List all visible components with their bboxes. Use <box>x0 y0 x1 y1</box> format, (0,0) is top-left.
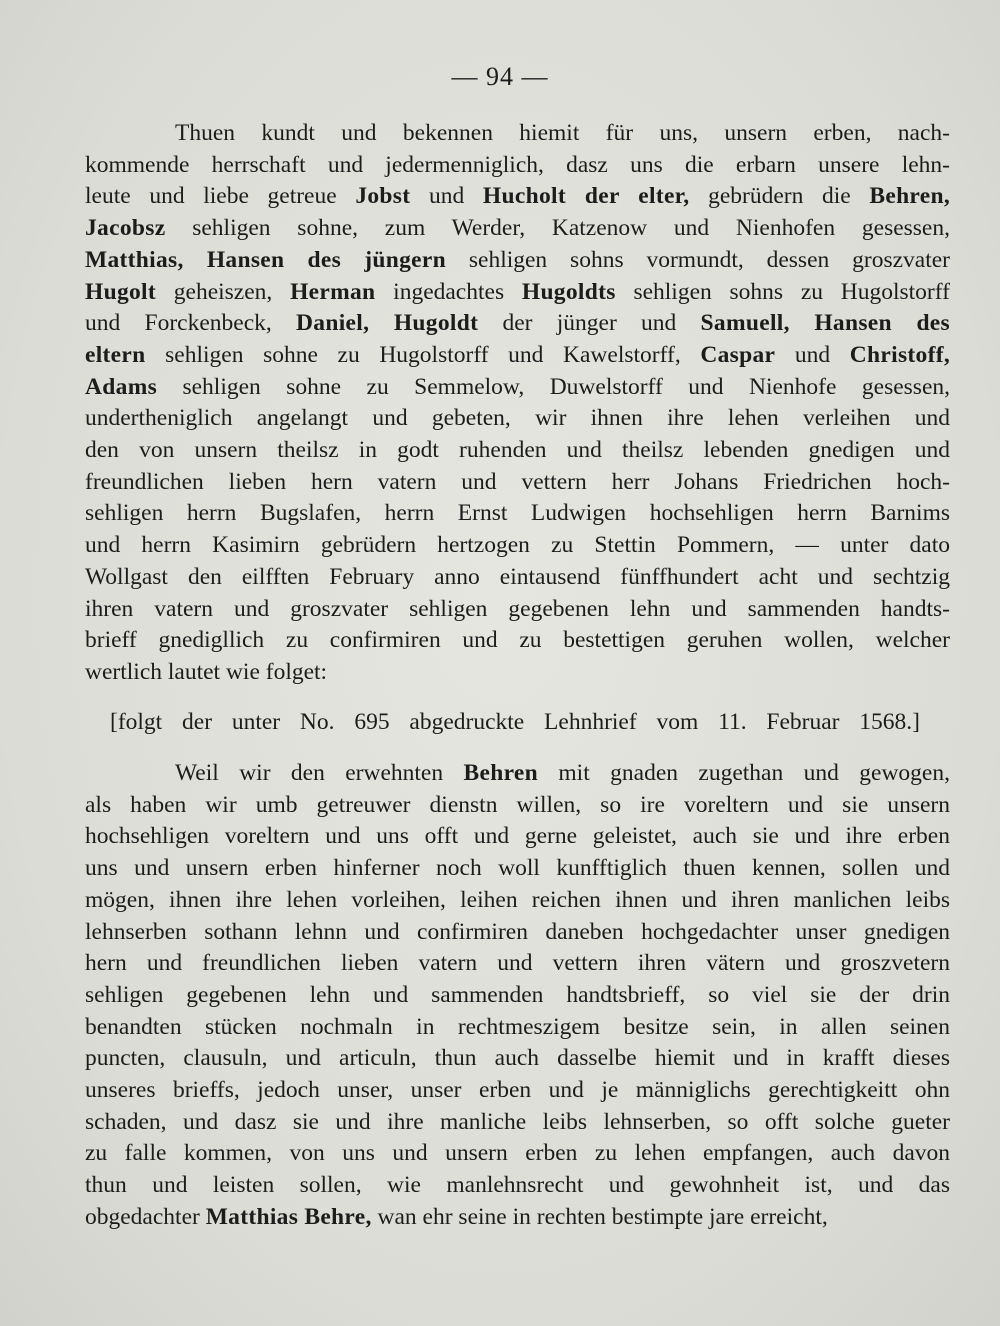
text-line: puncten, clausuln, und articuln, thun auch dasselbe hiemit und in krafft dieses <box>85 1045 950 1072</box>
text-line: mögen, ihnen ihre lehen vorleihen, leihen reichen ihnen und ihren manlichen leibs <box>85 886 950 913</box>
text-line: lehnserben sothann lehnn und confirmiren daneben hochgedachter unser gnedigen <box>85 918 950 945</box>
text-line: thun und leisten sollen, wie manlehnsrecht und gewohnheit ist, und das <box>85 1172 950 1199</box>
paragraph-2 <box>85 758 950 1234</box>
text-line: benandten stücken nochmaln in rechtmeszigem besitze sein, in allen seinen <box>85 1013 950 1040</box>
text-line: Weil wir den erwehnten Behren mit gnaden zugethan und gewogen, <box>175 760 950 786</box>
text-line: Jacobsz sehligen sohne, zum Werder, Katzenow und Nienhofen gesessen, <box>85 215 950 242</box>
text-line: zu falle kommen, von uns und unsern erben zu lehen empfangen, auch davon <box>85 1140 950 1167</box>
text-line: Wollgast den eilfften February anno eintausend fünffhundert acht und sechtzig <box>85 563 950 590</box>
text-line: hochsehligen voreltern und uns offt und gerne geleistet, auch sie und ihre erben <box>85 823 950 850</box>
text-line: sehligen herrn Bugslafen, herrn Ernst Ludwigen hochsehligen herrn Barnims <box>85 500 950 527</box>
text-line: sehligen gegebenen lehn und sammenden handtsbrieff, so viel sie der drin <box>85 981 950 1008</box>
text-line: Thuen kundt und bekennen hiemit für uns, unsern erben, nach- <box>175 120 950 146</box>
text-line: Matthias, Hansen des jüngern sehligen sohns vormundt, dessen groszvater <box>85 246 950 273</box>
text-line: unseres brieffs, jedoch unser, unser erben und je männiglichs gerechtigkeitt ohn <box>85 1077 950 1104</box>
text-line: ihren vatern und groszvater sehligen gegebenen lehn und sammenden handts- <box>85 595 950 622</box>
text-line: als haben wir umb getreuwer dienstn willen, so ire voreltern und sie unsern <box>85 791 950 818</box>
text-line: hern und freundlichen lieben vatern und vettern ihren vätern und groszvetern <box>85 950 950 977</box>
text-line: schaden, und dasz sie und ihre manliche leibs lehnserben, so offt solche gueter <box>85 1108 950 1135</box>
text-line: Hugolt geheiszen, Herman ingedachtes Hugoldts sehligen sohns zu Hugolstorff <box>85 278 950 305</box>
page-number: — 94 — <box>451 62 549 91</box>
text-line: kommende herrschaft und jedermenniglich, dasz uns die erbarn unsere lehn- <box>85 151 950 178</box>
text-line: leute und liebe getreue Jobst und Hucholt der elter, gebrüdern die Behren, <box>85 183 951 210</box>
text-line: obgedachter Matthias Behre, wan ehr seine in rechten bestimpte jare erreicht, <box>85 1203 828 1230</box>
text-line: undertheniglich angelangt und gebeten, wir ihnen ihre lehen verleihen und <box>85 405 950 432</box>
text-line: und Forckenbeck, Daniel, Hugoldt der jünger und Samuell, Hansen des <box>85 310 950 337</box>
bracket-note: [folgt der unter No. 695 abgedruckte Lehnhrief vom 11. Februar 1568.] <box>110 709 920 735</box>
text-line: Adams sehligen sohne zu Semmelow, Duwelstorff und Nienhofe gesessen, <box>85 373 950 400</box>
text-line: freundlichen lieben hern vatern und vettern herr Johans Friedrichen hoch- <box>85 468 950 495</box>
text-line: eltern sehligen sohne zu Hugolstorff und Kawelstorff, Caspar und Christoff, <box>85 341 951 368</box>
text-line: den von unsern theilsz in godt ruhenden und theilsz lebenden gnedigen und <box>85 437 950 464</box>
text-line: brieff gnedigllich zu confirmiren und zu bestettigen geruhen wollen, welcher <box>85 627 950 654</box>
text-line: und herrn Kasimirn gebrüdern hertzogen zu Stettin Pommern, — unter dato <box>85 532 950 559</box>
paragraph-1 <box>85 118 950 689</box>
text-line: uns und unsern erben hinferner noch woll kunfftiglich thuen kennen, sollen und <box>85 855 950 882</box>
text-line: wertlich lautet wie folget: <box>85 658 328 685</box>
